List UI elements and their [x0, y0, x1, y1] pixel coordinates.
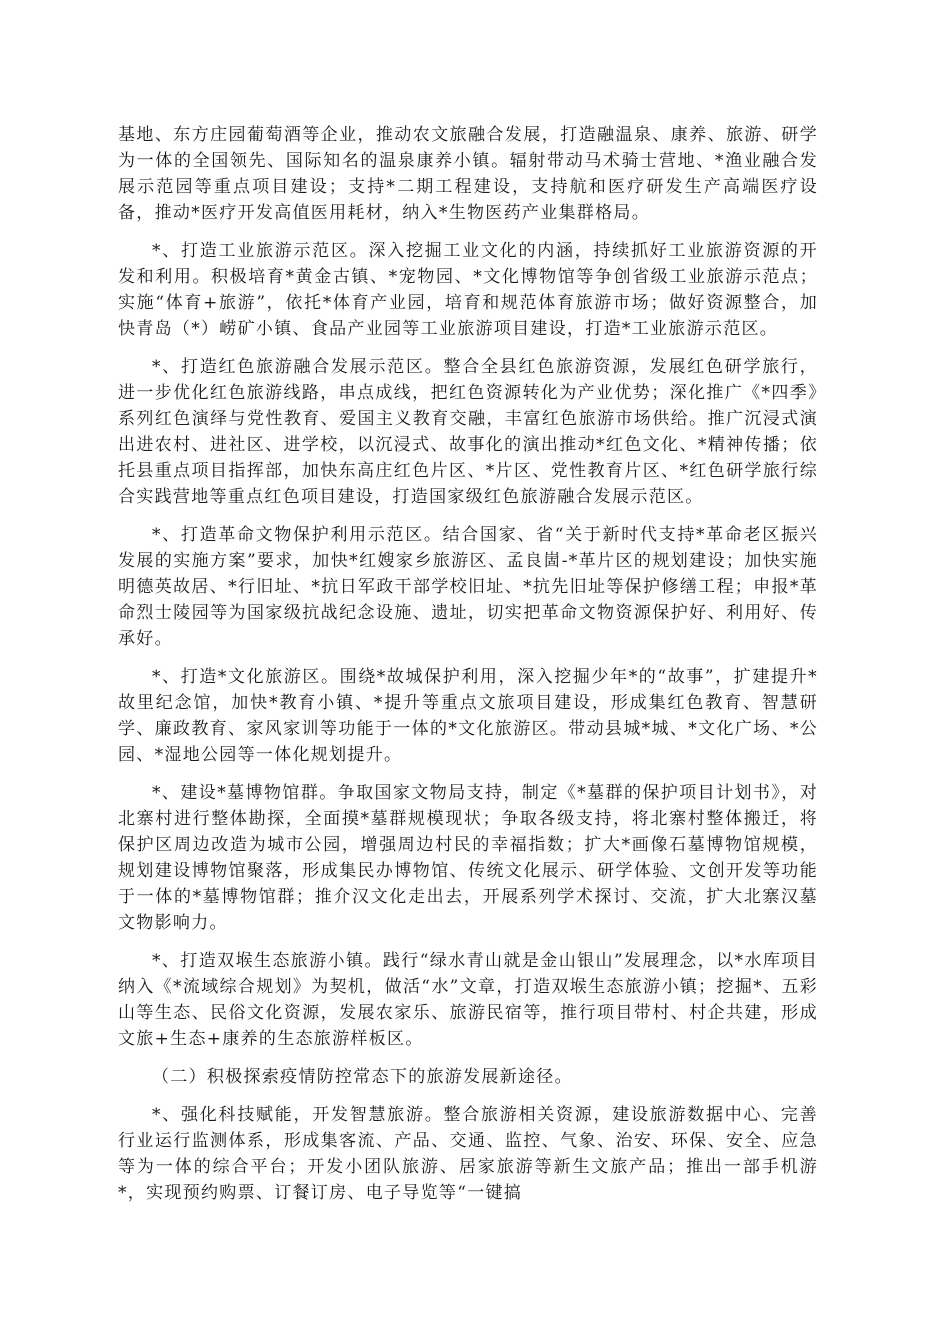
paragraph-continued: 基地、东方庄园葡萄酒等企业，推动农文旅融合发展，打造融温泉、康养、旅游、研学为一体的全国领先、国际知名的温泉康养小镇。辐射带动马术骑士营地、*渔业融合发展示范园等重点项目建设；支持*二期工程建设，支持航和医疗研发生产高端医疗设备，推动*医疗开发高值医用耗材，纳入*生物医药产业集群格局。 — [118, 125, 818, 223]
paragraph-smart-tourism: *、强化科技赋能，开发智慧旅游。整合旅游相关资源，建设旅游数据中心、完善行业运行监测体系，形成集客流、产品、交通、监控、气象、治安、环保、安全、应急等为一体的综合平台；开发小团队旅游、居家旅游等新生文旅产品；推出一部手机游*，实现预约购票、订餐订房、电子导览等“一键搞 — [118, 1105, 818, 1203]
paragraph-industrial-tourism: *、打造工业旅游示范区。深入挖掘工业文化的内涵，持续抓好工业旅游资源的开发和利用。积极培育*黄金古镇、*宠物园、*文化博物馆等争创省级工业旅游示范点；实施“体育+旅游”，依托*体育产业园，培育和规范体育旅游市场；做好资源整合，加快青岛（*）崂矿小镇、食品产业园等工业旅游项目建设，打造*工业旅游示范区。 — [118, 241, 818, 339]
section-heading: （二）积极探索疫情防控常态下的旅游发展新途径。 — [152, 1067, 573, 1087]
paragraph-culture-tourism-zone: *、打造*文化旅游区。围绕*故城保护利用，深入挖掘少年*的“故事”，扩建提升*故里纪念馆，加快*教育小镇、*提升等重点文旅项目建设，形成集红色教育、智慧研学、廉政教育、家风家训等功能于一体的*文化旅游区。带动县城*城、*文化广场、*公园、*湿地公园等一体化规划提升。 — [118, 667, 818, 765]
paragraph-tomb-museum: *、建设*墓博物馆群。争取国家文物局支持，制定《*墓群的保护项目计划书》，对北寨村进行整体勘探，全面摸*墓群规模现状；争取各级支持，将北寨村整体搬迁，将保护区周边改造为城市公园，增强周边村民的幸福指数；扩大*画像石墓博物馆规模，规划建设博物馆聚落，形成集民办博物馆、传统文化展示、研学体验、文创开发等功能于一体的*墓博物馆群；推介汉文化走出去，开展系列学术探讨、交流，扩大北寨汉墓文物影响力。 — [118, 783, 818, 933]
paragraph-red-tourism: *、打造红色旅游融合发展示范区。整合全县红色旅游资源，发展红色研学旅行，进一步优化红色旅游线路，串点成线，把红色资源转化为产业优势；深化推广《*四季》系列红色演绎与党性教育、爱国主义教育交融，丰富红色旅游市场供给。推广沉浸式演出进农村、进社区、进学校，以沉浸式、故事化的演出推动*红色文化、*精神传播；依托县重点项目指挥部，加快东高庄红色片区、*片区、党性教育片区、*红色研学旅行综合实践营地等重点红色项目建设，打造国家级红色旅游融合发展示范区。 — [118, 357, 818, 507]
paragraph-eco-town: *、打造双堠生态旅游小镇。践行“绿水青山就是金山银山”发展理念，以*水库项目纳入《*流域综合规划》为契机，做活“水”文章，打造双堠生态旅游小镇；挖掘*、五彩山等生态、民俗文化资源，发展农家乐、旅游民宿等，推行项目带村、村企共建，形成文旅+生态+康养的生态旅游样板区。 — [118, 951, 818, 1049]
paragraph-revolutionary-relics: *、打造革命文物保护利用示范区。结合国家、省“关于新时代支持*革命老区振兴发展的实施方案”要求，加快*红嫂家乡旅游区、孟良崮-*革片区的规划建设；加快实施明德英故居、*行旧址、*抗日军政干部学校旧址、*抗先旧址等保护修缮工程；申报*革命烈士陵园等为国家级抗战纪念设施、遗址，切实把革命文物资源保护好、利用好、传承好。 — [118, 525, 818, 649]
document-body — [118, 122, 818, 1218]
